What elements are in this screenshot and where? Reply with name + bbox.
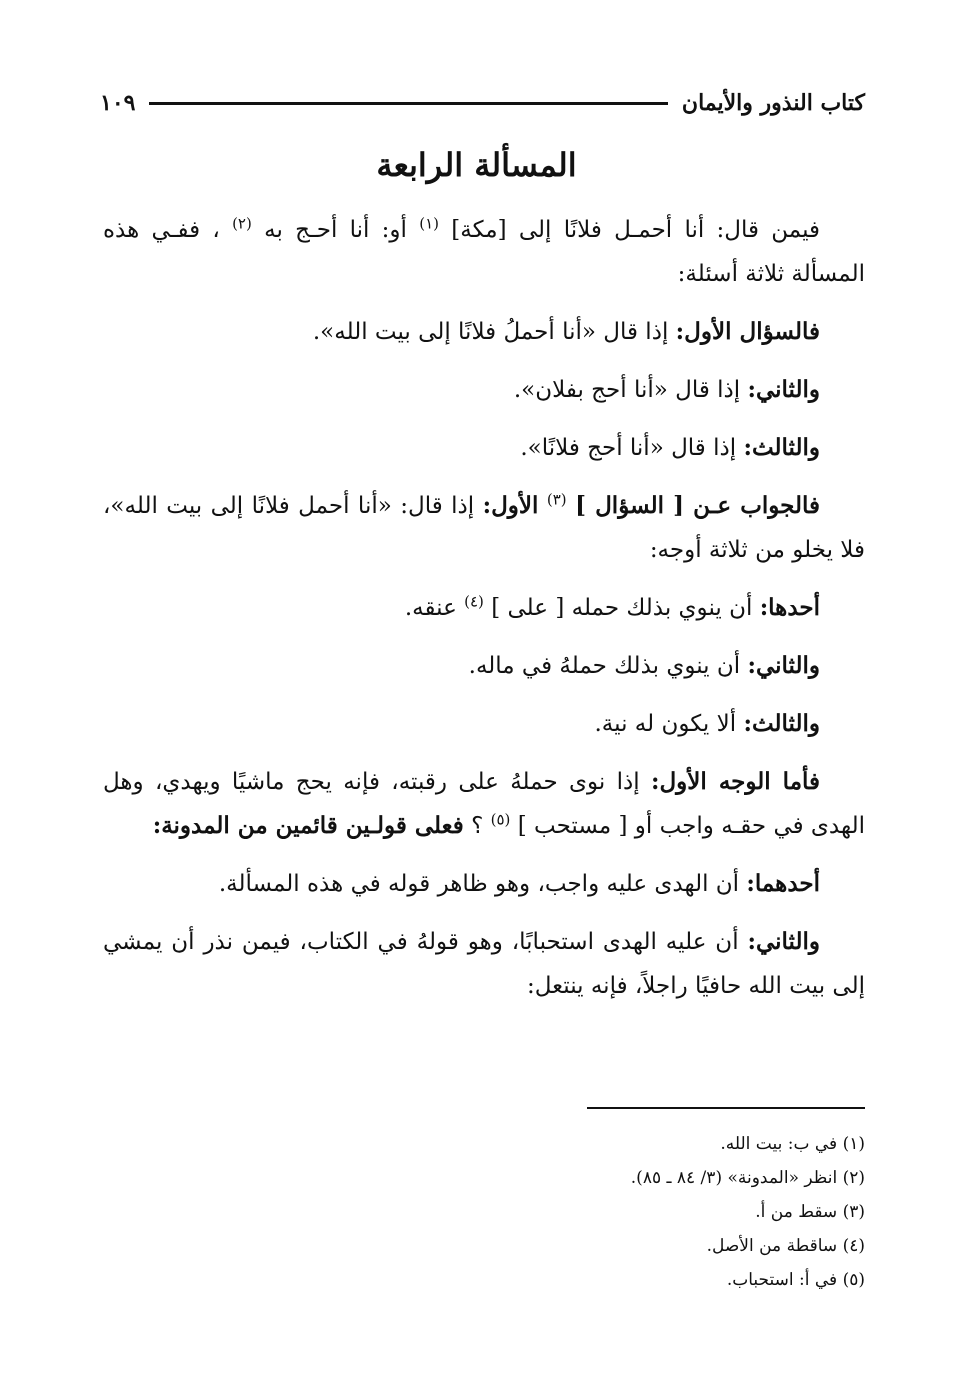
footnote-1: (١) في ب: بيت الله. — [720, 1134, 865, 1154]
body-text — [103, 208, 865, 1022]
opinion-1: أحدهما: أن الهدى عليه واجب، وهو ظاهر قوله في هذه المسألة. — [218, 870, 820, 897]
aspect-1: أحدها: أن ينوي بذلك حمله [ على ] $^{(٤)}$ عنقه. — [404, 592, 820, 621]
aspect-3: والثالث: ألا يكون له نية. — [594, 710, 820, 737]
header-rule — [149, 102, 667, 105]
footnote-5: (٥) في أ: استحباب. — [726, 1270, 865, 1290]
running-header — [100, 86, 865, 120]
footnote-2: (٢) انظر «المدونة» (٣/ ٨٤ ـ ٨٥). — [630, 1168, 865, 1188]
question-1: فالسؤال الأول: إذا قال «أنا أحملُ فلانًا إلى بيت الله». — [312, 318, 820, 345]
footnote-ref-2: (٢) — [232, 214, 252, 233]
footnote-ref-4: (٤) — [464, 592, 484, 611]
page-number: ١٠٩ — [100, 90, 136, 116]
section-title: المسألة الرابعة — [376, 146, 577, 184]
footnotes — [103, 1127, 865, 1297]
footnote-3: (٣) سقط من أ. — [755, 1202, 865, 1222]
footnote-ref-1: (١) — [419, 214, 439, 233]
question-3: والثالث: إذا قال «أنا أحج فلانًا». — [520, 434, 820, 461]
footnote-rule — [587, 1107, 865, 1109]
question-2: والثاني: إذا قال «أنا أحج بفلان». — [513, 376, 820, 403]
header-title: كتاب النذور والأيمان — [681, 90, 865, 116]
footnote-ref-3: (٣) — [546, 490, 567, 509]
first-aspect-paragraph: فأما الوجه الأول: إذا نوى حملهُ على رقبته، فإنه يحج ماشيًا ويهدي، وهل الهدى في حقـه واجب أو [ مستحب ] $^{(٥)}$ ؟ فعلى قولـين قائمين من المدونة: — [103, 768, 865, 839]
aspect-2: والثاني: أن ينوي بذلك حملهُ في ماله. — [468, 652, 820, 679]
opinion-2: والثاني: أن عليه الهدى استحبابًا، وهو قولهُ في الكتاب، فيمن نذر أن يمشي إلى بيت الله حافيًا راجلاً، فإنه ينتعل: — [103, 928, 865, 999]
paragraph-intro: فيمن قال: أنا أحمـل فلانًا إلى [مكة] $^{(١)}$ أو: أنا أحـج به $^{(٢)}$ ، ففـي هذه المسألة ثلاثة أسئلة: — [103, 214, 865, 287]
footnote-4: (٤) ساقطة من الأصل. — [706, 1236, 865, 1256]
answer-paragraph: فالجواب عـن [ السؤال ] $^{(٣)}$ الأول: إذا قال: «أنا أحمل فلانًا إلى بيت الله»، فلا يخلو من ثلاثة أوجه: — [103, 490, 865, 563]
footnote-ref-5: (٥) — [490, 810, 511, 829]
